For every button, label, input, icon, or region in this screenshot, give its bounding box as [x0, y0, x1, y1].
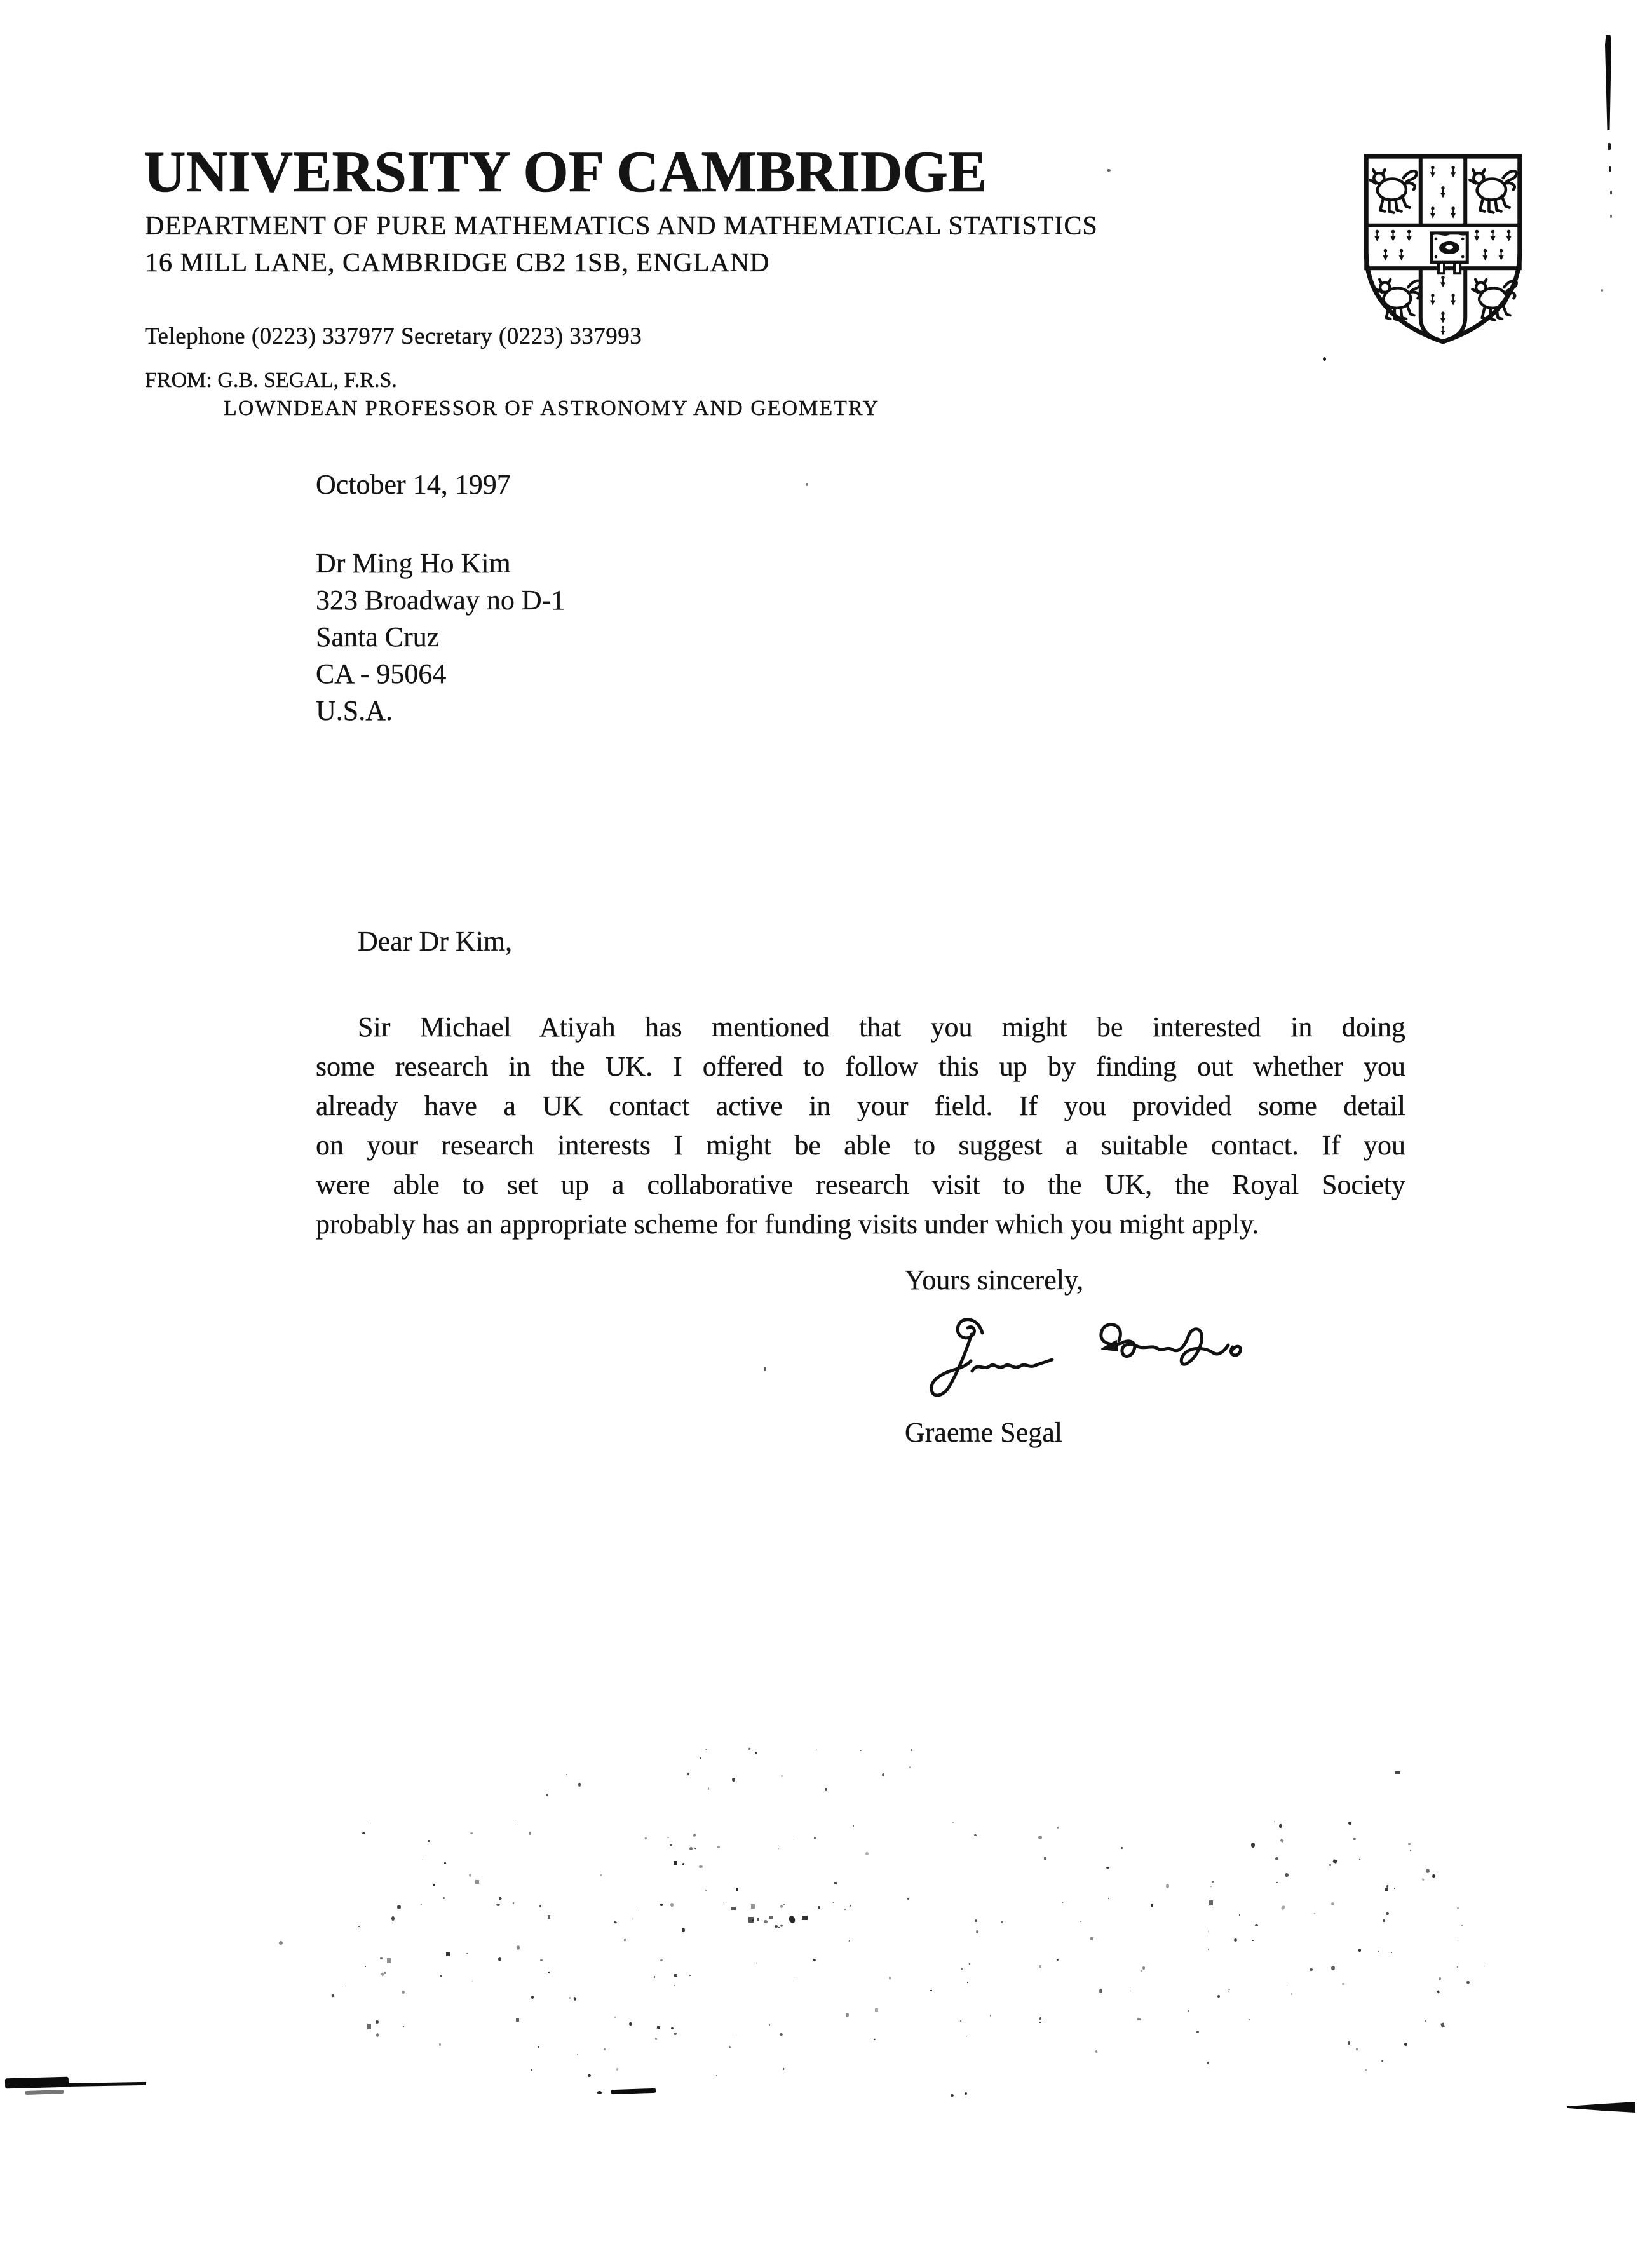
noise-speck	[708, 1787, 709, 1790]
noise-speck	[391, 1916, 395, 1921]
noise-speck	[1348, 1822, 1351, 1825]
noise-speck	[367, 2024, 371, 2029]
scan-artifact-bottom-dash	[611, 2088, 656, 2094]
noise-speck	[751, 1904, 755, 1909]
noise-speck	[475, 1880, 479, 1884]
noise-speck	[1332, 1859, 1337, 1864]
noise-speck	[780, 2033, 783, 2036]
noise-speck	[278, 1940, 283, 1945]
noise-speck	[670, 1844, 672, 1846]
noise-speck	[1234, 1938, 1237, 1942]
noise-speck	[573, 1996, 577, 2001]
noise-speck	[1209, 1900, 1213, 1905]
noise-speck	[814, 1837, 816, 1839]
noise-speck	[446, 1952, 450, 1956]
noise-speck	[693, 1833, 696, 1837]
letterhead-from-line: FROM: G.B. SEGAL, F.R.S.	[145, 369, 397, 392]
noise-speck	[1095, 2050, 1098, 2053]
noise-speck	[387, 1958, 391, 1963]
noise-speck	[674, 1985, 675, 1986]
noise-speck	[975, 1919, 977, 1922]
noise-speck	[1151, 1904, 1153, 1907]
noise-speck	[384, 1972, 386, 1974]
noise-speck	[780, 1924, 783, 1927]
noise-speck	[1039, 1965, 1041, 1968]
noise-speck	[1276, 1882, 1278, 1883]
noise-speck	[756, 1963, 757, 1964]
noise-speck	[469, 1874, 471, 1877]
noise-speck	[1228, 1989, 1230, 1990]
noise-speck	[752, 1919, 754, 1921]
letterhead-from-title-line: LOWNDEAN PROFESSOR OF ASTRONOMY AND GEOMETRY	[224, 396, 880, 420]
noise-speck	[834, 1882, 837, 1884]
noise-speck	[689, 1975, 691, 1976]
noise-speck	[604, 2048, 606, 2050]
noise-speck	[1166, 1884, 1169, 1888]
noise-speck	[907, 1898, 909, 1900]
signature-name: Graeme Segal	[905, 1417, 1062, 1448]
noise-speck	[705, 1749, 707, 1750]
scan-artifact	[1323, 357, 1326, 361]
noise-speck	[736, 1888, 738, 1891]
noise-speck	[1239, 1914, 1240, 1916]
noise-speck	[1137, 2018, 1141, 2021]
letterhead-telephone-line: Telephone (0223) 337977 Secretary (0223) 337993	[145, 323, 642, 349]
noise-speck	[732, 1778, 735, 1782]
noise-speck	[381, 1972, 384, 1976]
noise-speck	[365, 1966, 366, 1967]
noise-speck	[332, 1994, 335, 1998]
noise-speck	[1274, 1821, 1275, 1822]
recipient-line: Dr Ming Ho Kim	[316, 548, 511, 579]
body-line: probably has an appropriate scheme for funding visits under which you might apply.	[316, 1208, 1259, 1240]
noise-speck	[548, 1972, 550, 1973]
noise-speck	[1440, 2022, 1445, 2027]
noise-speck	[1291, 1993, 1292, 1995]
noise-speck	[1228, 1991, 1229, 1992]
noise-speck	[1348, 2041, 1350, 2045]
noise-speck	[1432, 1874, 1435, 1878]
noise-speck	[1142, 1966, 1145, 1970]
scan-artifact	[25, 2090, 64, 2095]
scan-artifact	[965, 2092, 967, 2095]
scan-artifact	[1610, 215, 1612, 218]
noise-speck	[889, 1977, 891, 1979]
noise-speck	[380, 1957, 383, 1959]
noise-speck	[812, 1958, 816, 1961]
noise-speck	[1208, 1931, 1209, 1932]
noise-speck	[1212, 1880, 1215, 1883]
noise-speck	[498, 1897, 501, 1900]
noise-speck	[976, 1930, 978, 1933]
noise-speck	[577, 2054, 578, 2055]
letterhead-department-line: DEPARTMENT OF PURE MATHEMATICS AND MATHEMATICAL STATISTICS	[145, 212, 1098, 241]
noise-speck	[865, 1852, 869, 1856]
noise-speck	[860, 1750, 862, 1751]
noise-speck	[769, 2024, 770, 2026]
noise-speck	[969, 1963, 970, 1965]
noise-speck	[657, 2026, 661, 2029]
noise-speck	[775, 1925, 778, 1928]
noise-speck	[660, 1959, 663, 1961]
noise-speck	[1342, 1983, 1344, 1985]
noise-speck	[1280, 1839, 1284, 1843]
noise-speck	[705, 1890, 707, 1891]
noise-speck	[671, 2027, 674, 2029]
noise-speck	[566, 1774, 567, 1775]
noise-speck	[961, 1968, 963, 1970]
noise-speck	[1106, 1867, 1109, 1869]
noise-speck	[516, 2018, 519, 2022]
scan-artifact	[1609, 166, 1611, 172]
noise-speck	[1090, 1937, 1094, 1941]
noise-speck	[655, 2038, 657, 2040]
noise-speck	[1381, 2060, 1383, 2062]
noise-speck	[472, 1981, 473, 1982]
noise-speck	[1329, 1864, 1331, 1866]
noise-speck	[614, 2017, 616, 2018]
noise-speck	[538, 2046, 539, 2048]
noise-speck	[433, 1884, 435, 1886]
noise-speck	[660, 1904, 663, 1906]
body-line: some research in the UK. I offered to follow this up by finding out whether you	[316, 1051, 1405, 1082]
noise-speck	[362, 1832, 365, 1834]
noise-speck	[1425, 2020, 1426, 2022]
noise-speck	[699, 1865, 703, 1868]
noise-speck	[569, 1997, 571, 1999]
noise-speck	[952, 1822, 954, 1823]
scan-artifact-bottom-left-line	[62, 2082, 146, 2087]
noise-speck	[624, 1939, 626, 1941]
noise-speck	[1359, 1859, 1360, 1860]
noise-speck	[1365, 2069, 1367, 2071]
noise-speck	[1353, 1838, 1356, 1840]
noise-speck	[682, 1863, 684, 1865]
noise-speck	[496, 1904, 500, 1906]
noise-speck	[780, 1905, 783, 1908]
noise-speck	[517, 1945, 520, 1950]
noise-speck	[990, 2015, 991, 2017]
noise-speck	[674, 1974, 677, 1977]
noise-speck	[531, 2069, 532, 2071]
noise-speck	[1314, 1913, 1315, 1914]
recipient-line: CA - 95064	[316, 658, 447, 689]
noise-speck	[748, 1747, 751, 1750]
noise-speck	[1210, 1886, 1212, 1887]
noise-speck	[844, 1909, 846, 1911]
noise-speck	[470, 1832, 473, 1835]
noise-speck	[1141, 1970, 1142, 1972]
noise-speck	[1408, 1843, 1411, 1845]
noise-speck	[1457, 1966, 1458, 1968]
noise-speck	[629, 2022, 632, 2026]
noise-speck	[778, 1927, 780, 1928]
recipient-line: 323 Broadway no D-1	[316, 585, 565, 616]
noise-speck	[466, 1953, 468, 1954]
noise-speck	[682, 1928, 685, 1932]
noise-speck	[1188, 2010, 1189, 2012]
noise-speck	[1330, 1902, 1335, 1906]
noise-speck	[616, 2068, 618, 2071]
noise-speck	[783, 1904, 785, 1905]
noise-speck	[1438, 1977, 1442, 1980]
noise-speck	[1062, 1902, 1064, 1903]
noise-speck	[833, 1902, 834, 1903]
noise-speck	[825, 1788, 827, 1791]
scan-artifact	[951, 2094, 954, 2097]
noise-speck	[674, 1861, 677, 1865]
noise-speck	[1421, 1878, 1425, 1881]
noise-speck	[930, 1990, 932, 1991]
body-line: already have a UK contact active in your field. If you provided some detail	[316, 1090, 1405, 1121]
noise-speck	[1039, 2022, 1041, 2024]
noise-speck	[1057, 1827, 1059, 1829]
noise-speck	[974, 1834, 977, 1836]
noise-speck	[818, 1906, 820, 1909]
noise-speck	[1208, 1949, 1209, 1950]
noise-speck	[674, 2033, 677, 2035]
noise-speck	[1386, 1912, 1389, 1915]
noise-speck	[440, 1975, 442, 1977]
body-paragraph	[316, 1008, 1405, 1244]
noise-speck	[1099, 1989, 1102, 1993]
noise-speck	[1251, 1843, 1255, 1848]
noise-speck	[513, 1902, 514, 1904]
noise-speck	[1196, 2031, 1199, 2033]
noise-speck	[716, 2075, 717, 2076]
scan-artifact	[1601, 289, 1603, 292]
noise-speck	[1217, 1995, 1220, 1998]
letter-date: October 14, 1997	[316, 469, 511, 500]
noise-speck	[1466, 1981, 1470, 1984]
noise-speck	[1356, 2048, 1358, 2050]
noise-speck	[424, 1858, 425, 1859]
noise-speck	[376, 2033, 379, 2037]
noise-speck	[849, 1940, 850, 1942]
cambridge-crest-icon	[1360, 150, 1526, 348]
noise-speck	[1130, 1991, 1132, 1992]
noise-speck	[875, 2008, 878, 2012]
letterhead-university-title: UNIVERSITY OF CAMBRIDGE	[144, 139, 987, 204]
scan-artifact-vertical-mark	[1605, 35, 1611, 130]
body-line: were able to set up a collaborative research visit to the UK, the Royal Society	[316, 1169, 1405, 1200]
noise-speck	[1394, 1888, 1395, 1889]
noise-speck	[781, 1775, 783, 1777]
noise-speck	[1425, 1869, 1430, 1874]
scan-artifact	[1395, 1771, 1400, 1774]
noise-speck	[1275, 1857, 1278, 1860]
noise-speck	[1404, 2043, 1407, 2046]
noise-speck	[755, 1752, 757, 1754]
noise-speck	[686, 1772, 689, 1775]
noise-speck	[531, 1996, 534, 1999]
noise-speck	[403, 2026, 405, 2027]
noise-speck	[1385, 1888, 1388, 1891]
scan-artifact	[1608, 143, 1611, 150]
noise-speck	[1039, 2017, 1042, 2020]
noise-speck	[1437, 1991, 1439, 1993]
noise-speck	[397, 1905, 401, 1909]
noise-speck	[911, 1749, 912, 1751]
noise-speck	[529, 1832, 531, 1835]
noise-speck	[654, 1976, 655, 1978]
scan-artifact	[806, 483, 808, 486]
noise-speck	[846, 2013, 849, 2017]
noise-speck	[1378, 1951, 1379, 1952]
noise-speck	[1252, 1940, 1254, 1941]
noise-speck	[853, 1825, 854, 1827]
noise-speck	[1310, 1968, 1313, 1971]
scan-artifact-bottom-right-mark	[1567, 2102, 1635, 2113]
noise-speck	[667, 1837, 669, 1838]
noise-speck	[428, 1840, 430, 1842]
noise-speck	[444, 1862, 446, 1864]
noise-speck	[539, 1905, 541, 1907]
noise-speck	[1108, 1898, 1109, 1899]
noise-speck	[588, 2074, 591, 2077]
noise-speck	[1249, 2019, 1250, 2020]
scan-artifact	[1107, 169, 1111, 172]
noise-speck	[757, 1918, 759, 1921]
noise-speck	[358, 1926, 360, 1927]
handwritten-signature-icon	[902, 1313, 1258, 1417]
noise-speck	[443, 1897, 445, 1899]
noise-speck	[700, 1757, 701, 1759]
noise-speck	[1057, 1959, 1059, 1961]
noise-speck	[644, 1837, 647, 1840]
scan-artifact	[597, 2091, 602, 2094]
noise-speck	[1207, 2062, 1209, 2064]
letterhead-address-line: 16 MILL LANE, CAMBRIDGE CB2 1SB, ENGLAND	[145, 248, 770, 278]
noise-speck	[778, 1848, 779, 1849]
noise-speck	[1080, 1921, 1081, 1922]
recipient-line: U.S.A.	[316, 695, 393, 726]
noise-speck	[1457, 1907, 1459, 1909]
noise-speck	[401, 1990, 405, 1994]
noise-speck	[1383, 1919, 1385, 1922]
noise-speck	[764, 1920, 768, 1923]
noise-speck	[1331, 1966, 1335, 1970]
scan-artifact	[1610, 191, 1612, 194]
noise-speck	[1001, 1921, 1003, 1923]
noise-speck	[1284, 1872, 1289, 1878]
scan-artifact-bottom-left-mark	[5, 2077, 69, 2089]
noise-speck	[1044, 1857, 1046, 1860]
noise-speck	[909, 1766, 911, 1768]
noise-speck	[1391, 1952, 1393, 1953]
noise-speck	[670, 1903, 674, 1907]
noise-speck	[1281, 1905, 1286, 1910]
noise-speck	[788, 1915, 796, 1924]
noise-speck	[783, 2068, 784, 2070]
noise-speck	[1121, 1847, 1123, 1849]
noise-speck	[1038, 1835, 1043, 1840]
closing-phrase: Yours sincerely,	[905, 1264, 1084, 1296]
body-line: on your research interests I might be able to suggest a suitable contact. If you	[316, 1130, 1405, 1161]
body-line: Sir Michael Atiyah has mentioned that you might be interested in doing	[358, 1011, 1405, 1043]
noise-speck	[960, 2020, 961, 2022]
noise-speck	[850, 1905, 851, 1907]
noise-speck	[498, 1957, 501, 1961]
scan-artifact	[764, 1367, 766, 1371]
noise-speck	[1461, 1925, 1463, 1926]
noise-speck	[548, 1915, 550, 1919]
recipient-line: Santa Cruz	[316, 621, 440, 653]
noise-speck	[421, 1904, 422, 1905]
noise-speck	[729, 2046, 731, 2048]
noise-speck	[600, 1874, 602, 1876]
noise-speck	[717, 1845, 721, 1849]
noise-speck	[1279, 1824, 1282, 1828]
noise-speck	[1410, 1850, 1412, 1851]
noise-speck	[578, 1783, 581, 1787]
noise-speck	[1358, 1949, 1361, 1952]
noise-speck	[731, 1907, 736, 1910]
noise-speck	[882, 1773, 884, 1776]
noise-speck	[802, 1916, 808, 1920]
salutation: Dear Dr Kim,	[358, 926, 513, 957]
noise-speck	[874, 2038, 876, 2040]
noise-speck	[540, 1959, 543, 1961]
recipient-address-block	[316, 545, 565, 729]
noise-speck	[689, 1846, 693, 1850]
noise-speck	[694, 1847, 696, 1849]
noise-speck	[376, 2020, 379, 2024]
noise-speck	[1255, 1924, 1258, 1926]
noise-speck	[614, 1921, 617, 1923]
noise-speck	[748, 1917, 754, 1923]
noise-speck	[546, 1794, 548, 1796]
noise-speck	[967, 1982, 968, 1983]
noise-speck	[439, 2043, 441, 2046]
noise-speck	[769, 1916, 773, 1919]
noise-speck	[1386, 1885, 1388, 1888]
